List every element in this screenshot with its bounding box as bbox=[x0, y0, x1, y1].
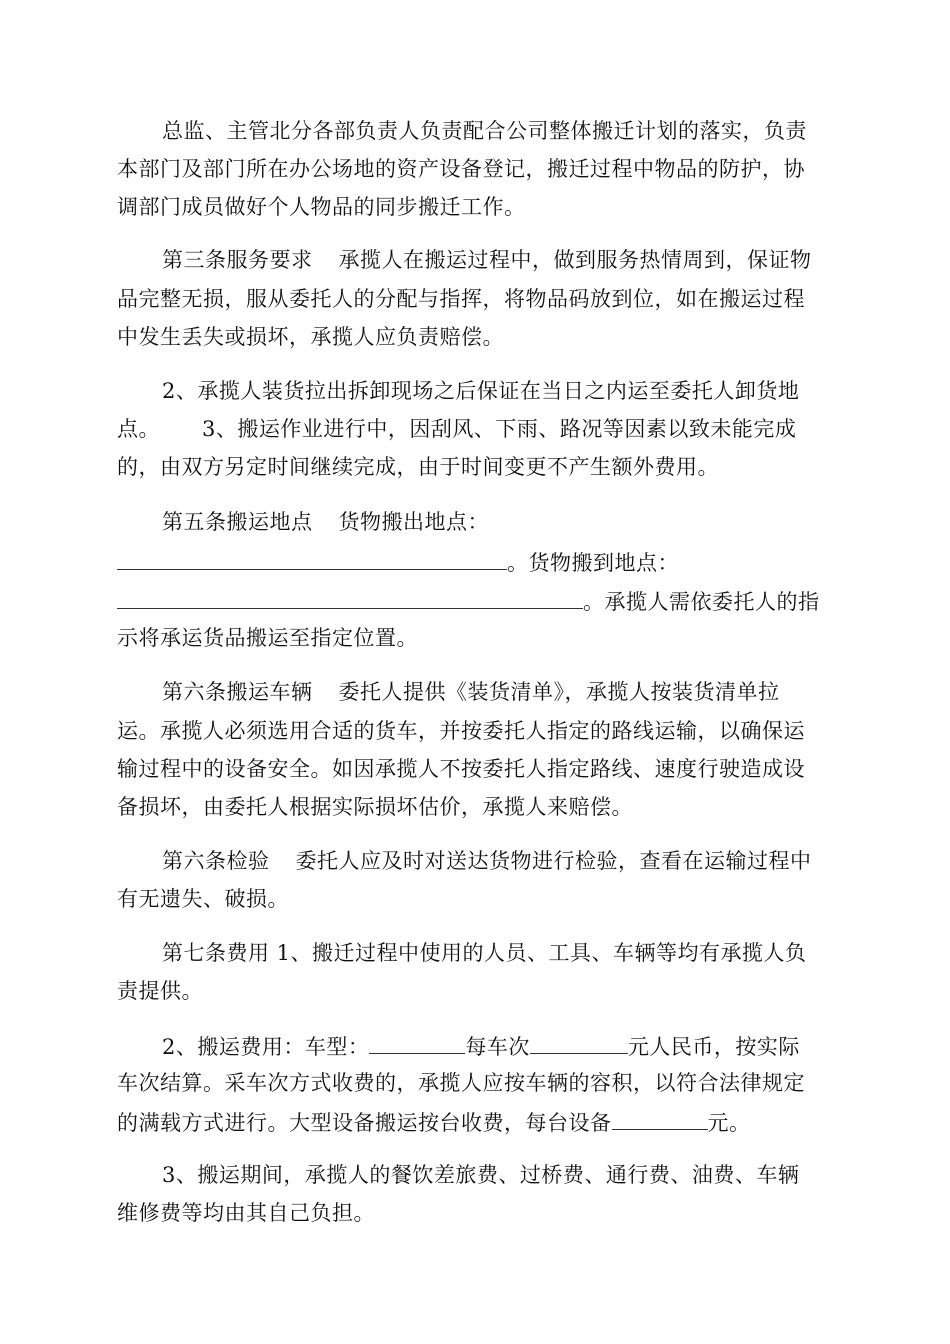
paragraph-line bbox=[117, 586, 820, 616]
paragraph-line: 第七条费用 1、搬迁过程中使用的人员、工具、车辆等均有承揽人负 bbox=[162, 941, 807, 965]
paragraph-line: 调部门成员做好个人物品的同步搬迁工作。 bbox=[117, 195, 526, 219]
clause-text: 承揽人在搬运过程中，做到服务热情周到，保证物 bbox=[338, 248, 812, 272]
paragraph-line: 中发生丢失或损坏，承揽人应负责赔偿。 bbox=[117, 325, 504, 349]
clause-heading: 第三条服务要求 bbox=[162, 248, 313, 272]
clause-text: 的满载方式进行。大型设备搬运按台收费，每台设备 bbox=[117, 1111, 612, 1135]
paragraph-line bbox=[162, 678, 780, 706]
paragraph-line: 本部门及部门所在办公场地的资产设备登记，搬迁过程中物品的防护，协 bbox=[117, 157, 805, 181]
clause-heading: 第六条搬运车辆 bbox=[162, 680, 313, 704]
clause-text: 委托人应及时对送达货物进行检验，查看在运输过程中 bbox=[295, 849, 812, 873]
clause-text: 。货物搬到地点： bbox=[507, 551, 679, 575]
clause-text: 委托人提供《装货清单》，承揽人按装货清单拉 bbox=[338, 680, 780, 704]
blank-underline bbox=[530, 1031, 628, 1054]
blank-underline bbox=[117, 547, 507, 570]
paragraph-line bbox=[162, 1031, 800, 1061]
clause-text: 元。 bbox=[707, 1111, 751, 1135]
clause-text: 2、搬运费用：车型： bbox=[162, 1035, 370, 1059]
paragraph-line: 3、搬运期间，承揽人的餐饮差旅费、过桥费、通行费、油费、车辆 bbox=[162, 1163, 800, 1187]
paragraph-line bbox=[117, 547, 679, 577]
blank-underline bbox=[369, 1031, 465, 1054]
paragraph-line: 2、承揽人装货拉出拆卸现场之后保证在当日之内运至委托人卸货地 bbox=[162, 379, 800, 403]
clause-text: 元人民币，按实际 bbox=[627, 1035, 800, 1059]
paragraph-line: 示将承运货品搬运至指定位置。 bbox=[117, 626, 418, 650]
paragraph-line bbox=[162, 508, 489, 536]
paragraph-line: 责提供。 bbox=[117, 979, 203, 1003]
paragraph-line bbox=[117, 415, 796, 443]
paragraph-line: 备损坏，由委托人根据实际损坏估价，承揽人来赔偿。 bbox=[117, 795, 633, 819]
paragraph-line bbox=[117, 1107, 751, 1137]
clause-text: 。承揽人需依委托人的指 bbox=[583, 590, 820, 614]
paragraph-line: 的，由双方另定时间继续完成，由于时间变更不产生额外费用。 bbox=[117, 455, 719, 479]
paragraph-line: 品完整无损，服从委托人的分配与指挥，将物品码放到位，如在搬运过程 bbox=[117, 287, 805, 311]
blank-underline bbox=[117, 586, 583, 609]
paragraph-line: 车次结算。采车次方式收费的，承揽人应按车辆的容积，以符合法律规定 bbox=[117, 1071, 805, 1095]
paragraph-line bbox=[162, 246, 812, 274]
paragraph-line: 维修费等均由其自己负担。 bbox=[117, 1201, 375, 1225]
clause-text: 3、搬运作业进行中，因刮风、下雨、路况等因素以致未能完成 bbox=[202, 417, 797, 441]
paragraph-line: 有无遗失、破损。 bbox=[117, 887, 289, 911]
paragraph-line: 总监、主管北分各部负责人负责配合公司整体搬迁计划的落实，负责 bbox=[162, 119, 807, 143]
paragraph-line: 运。承揽人必须选用合适的货车，并按委托人指定的路线运输，以确保运 bbox=[117, 719, 805, 743]
clause-text: 货物搬出地点： bbox=[338, 510, 489, 534]
clause-heading: 第六条检验 bbox=[162, 849, 270, 873]
blank-underline bbox=[612, 1107, 708, 1130]
clause-text: 点。 bbox=[117, 417, 160, 441]
paragraph-line bbox=[162, 847, 812, 875]
paragraph-line: 输过程中的设备安全。如因承揽人不按委托人指定路线、速度行驶造成设 bbox=[117, 757, 805, 781]
clause-text: 每车次 bbox=[465, 1035, 530, 1059]
clause-heading: 第五条搬运地点 bbox=[162, 510, 313, 534]
